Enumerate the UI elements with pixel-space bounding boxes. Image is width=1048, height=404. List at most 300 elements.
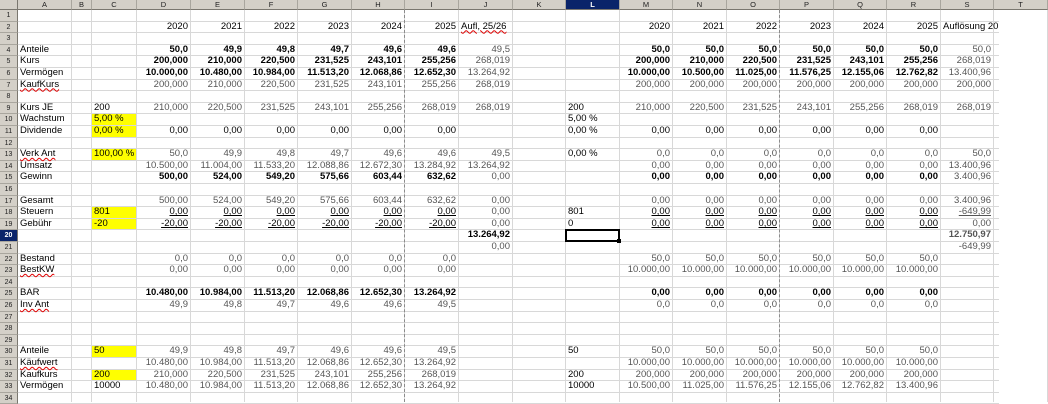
cell-n6[interactable]: 10.500,00 xyxy=(681,67,724,78)
cell-r30[interactable]: 50,0 xyxy=(919,345,938,357)
column-header-b[interactable]: B xyxy=(72,0,92,10)
cell-c9[interactable]: 200 xyxy=(94,101,110,113)
cell-o31[interactable]: 10.000,00 xyxy=(734,357,777,368)
cell-m6[interactable]: 10.000,00 xyxy=(627,67,670,78)
cell-i4[interactable]: 49,6 xyxy=(437,43,456,55)
cell-p30[interactable]: 50,0 xyxy=(812,345,831,357)
cell-n26[interactable]: 0,0 xyxy=(710,299,724,310)
cell-r6[interactable]: 12.762,82 xyxy=(895,67,938,78)
cell-g2[interactable]: 2023 xyxy=(327,20,349,32)
cell-q19[interactable]: 0,00 xyxy=(865,217,884,229)
cell-e23[interactable]: 0,00 xyxy=(223,264,242,276)
cell-i30[interactable]: 49,5 xyxy=(437,345,456,357)
cell-n17[interactable]: 0,00 xyxy=(705,194,724,206)
cell-d7[interactable]: 200,000 xyxy=(153,78,188,90)
cell-s20[interactable]: 12.750,97 xyxy=(948,229,991,241)
row-header-11[interactable]: 11 xyxy=(0,126,18,138)
cell-f22[interactable]: 0,0 xyxy=(281,252,295,264)
cell-r4[interactable]: 50,0 xyxy=(919,43,938,55)
cell-o7[interactable]: 200,000 xyxy=(742,78,777,90)
cell-f14[interactable]: 11.533,20 xyxy=(253,159,295,171)
cell-p17[interactable]: 0,00 xyxy=(812,194,831,206)
row-header-2[interactable]: 2 xyxy=(0,22,18,34)
cell-r13[interactable]: 0,0 xyxy=(924,148,938,160)
cell-r26[interactable]: 0,0 xyxy=(924,299,938,310)
cell-q30[interactable]: 50,0 xyxy=(865,345,884,357)
cell-s18[interactable]: -649,99 xyxy=(958,206,991,218)
cell-s9[interactable]: 268,019 xyxy=(956,101,991,113)
cell-i14[interactable]: 13.284,92 xyxy=(413,159,456,171)
cell-p4[interactable]: 50,0 xyxy=(812,43,831,55)
cell-a17[interactable]: Gesamt xyxy=(20,194,54,206)
cell-m32[interactable]: 200,000 xyxy=(635,368,670,380)
cell-f15[interactable]: 549,20 xyxy=(265,171,295,183)
cell-o6[interactable]: 11.025,00 xyxy=(735,67,777,78)
cell-d32[interactable]: 210,000 xyxy=(153,368,188,380)
cell-d26[interactable]: 49,9 xyxy=(169,299,188,310)
cell-p32[interactable]: 200,000 xyxy=(796,368,831,380)
cell-h9[interactable]: 255,256 xyxy=(367,101,402,113)
cell-i13[interactable]: 49,6 xyxy=(437,148,456,160)
cell-c10[interactable]: 5,00 % xyxy=(92,114,136,125)
cell-h14[interactable]: 12.672,30 xyxy=(359,159,402,171)
cell-f18[interactable]: 0,00 xyxy=(276,206,295,218)
cell-p5[interactable]: 231,525 xyxy=(796,55,831,67)
cell-o4[interactable]: 50,0 xyxy=(758,43,777,55)
cell-o9[interactable]: 231,525 xyxy=(742,101,777,113)
row-header-25[interactable]: 25 xyxy=(0,288,18,300)
cell-g19[interactable]: -20,00 xyxy=(322,217,349,229)
cell-h30[interactable]: 49,6 xyxy=(383,345,402,357)
cell-g13[interactable]: 49,7 xyxy=(330,148,349,160)
cell-r22[interactable]: 50,0 xyxy=(919,252,938,264)
row-header-15[interactable]: 15 xyxy=(0,172,18,184)
cell-e6[interactable]: 10.480,00 xyxy=(199,67,242,78)
row-header-1[interactable]: 1 xyxy=(0,10,18,22)
cell-q2[interactable]: 2024 xyxy=(862,20,884,32)
cell-j6[interactable]: 13.264,92 xyxy=(467,67,510,78)
cell-h19[interactable]: -20,00 xyxy=(375,217,402,229)
cell-p13[interactable]: 0,0 xyxy=(817,148,831,160)
cell-r5[interactable]: 255,256 xyxy=(903,55,938,67)
cell-c30[interactable]: 50 xyxy=(92,346,136,357)
cell-q9[interactable]: 255,256 xyxy=(849,101,884,113)
cell-r19[interactable]: 0,00 xyxy=(919,217,938,229)
cell-d11[interactable]: 0,00 xyxy=(169,125,188,136)
cell-h22[interactable]: 0,0 xyxy=(388,252,402,264)
cell-q26[interactable]: 0,0 xyxy=(870,299,884,310)
cell-j15[interactable]: 0,00 xyxy=(491,171,510,183)
cell-h32[interactable]: 255,256 xyxy=(367,368,402,380)
column-header-d[interactable]: D xyxy=(137,0,191,10)
cell-m22[interactable]: 50,0 xyxy=(651,252,670,264)
cell-m33[interactable]: 10.500,00 xyxy=(627,380,670,392)
cell-f19[interactable]: -20,00 xyxy=(268,217,295,229)
cell-p31[interactable]: 10.000,00 xyxy=(788,357,831,368)
cell-g33[interactable]: 12.068,86 xyxy=(306,380,349,392)
cell-i15[interactable]: 632,62 xyxy=(426,171,456,183)
cell-d5[interactable]: 200,000 xyxy=(153,55,188,67)
cell-m14[interactable]: 0,00 xyxy=(651,159,670,171)
cell-r2[interactable]: 2025 xyxy=(916,20,938,32)
cell-q11[interactable]: 0,00 xyxy=(865,125,884,136)
cell-g11[interactable]: 0,00 xyxy=(330,125,349,136)
cell-f5[interactable]: 220,500 xyxy=(260,55,295,67)
cell-m17[interactable]: 0,00 xyxy=(651,194,670,206)
cell-c32[interactable]: 200 xyxy=(92,370,136,381)
cell-p9[interactable]: 243,101 xyxy=(796,101,831,113)
cell-j5[interactable]: 268,019 xyxy=(475,55,510,67)
cell-r14[interactable]: 0,00 xyxy=(919,159,938,171)
cell-h2[interactable]: 2024 xyxy=(380,20,402,32)
cell-p25[interactable]: 0,00 xyxy=(812,287,831,299)
cell-a4[interactable]: Anteile xyxy=(20,43,50,55)
cell-h4[interactable]: 49,6 xyxy=(383,43,402,55)
cell-q7[interactable]: 200,000 xyxy=(849,78,884,90)
cell-n33[interactable]: 11.025,00 xyxy=(682,380,724,392)
cell-s19[interactable]: 0,00 xyxy=(972,217,991,229)
cell-o14[interactable]: 0,00 xyxy=(758,159,777,171)
cell-r31[interactable]: 10.000,00 xyxy=(895,357,938,368)
column-header-t[interactable]: T xyxy=(994,0,1048,10)
cell-e7[interactable]: 210,000 xyxy=(207,78,242,90)
cell-n15[interactable]: 0,00 xyxy=(705,171,724,183)
cell-n23[interactable]: 10.000,00 xyxy=(681,264,724,276)
cell-i26[interactable]: 49,5 xyxy=(437,299,456,310)
cell-r25[interactable]: 0,00 xyxy=(919,287,938,299)
cell-r18[interactable]: 0,00 xyxy=(919,206,938,218)
cell-i25[interactable]: 13.264,92 xyxy=(413,287,456,299)
cell-r17[interactable]: 0,00 xyxy=(919,194,938,206)
cell-h18[interactable]: 0,00 xyxy=(383,206,402,218)
cell-e18[interactable]: 0,00 xyxy=(223,206,242,218)
cell-a22[interactable]: Bestand xyxy=(20,252,55,264)
cell-m5[interactable]: 200,000 xyxy=(635,55,670,67)
cell-d17[interactable]: 500,00 xyxy=(158,194,188,206)
cell-m18[interactable]: 0,00 xyxy=(651,206,670,218)
column-header-l[interactable]: L xyxy=(566,0,620,10)
cell-j13[interactable]: 49,5 xyxy=(491,148,510,160)
row-header-23[interactable]: 23 xyxy=(0,265,18,277)
cell-n2[interactable]: 2021 xyxy=(702,20,724,32)
cell-s7[interactable]: 200,000 xyxy=(956,78,991,90)
cell-h13[interactable]: 49,6 xyxy=(383,148,402,160)
cell-o32[interactable]: 200,000 xyxy=(742,368,777,380)
cell-e30[interactable]: 49,8 xyxy=(223,345,242,357)
cell-c19[interactable]: -20 xyxy=(92,219,136,230)
cell-a31[interactable]: Käufwert xyxy=(20,357,58,368)
cell-e26[interactable]: 49,8 xyxy=(223,299,242,310)
cell-g17[interactable]: 575,66 xyxy=(319,194,349,206)
cell-o15[interactable]: 0,00 xyxy=(758,171,777,183)
cell-d33[interactable]: 10.480,00 xyxy=(145,380,188,392)
cell-h6[interactable]: 12.068,86 xyxy=(359,67,402,78)
cell-i31[interactable]: 13.264,92 xyxy=(413,357,456,368)
cell-e17[interactable]: 524,00 xyxy=(212,194,242,206)
cell-p7[interactable]: 200,000 xyxy=(796,78,831,90)
column-header-h[interactable]: H xyxy=(352,0,405,10)
row-header-26[interactable]: 26 xyxy=(0,300,18,312)
cell-g4[interactable]: 49,7 xyxy=(330,43,349,55)
cell-e13[interactable]: 49,9 xyxy=(223,148,242,160)
cell-r15[interactable]: 0,00 xyxy=(919,171,938,183)
cell-i9[interactable]: 268,019 xyxy=(421,101,456,113)
cell-o23[interactable]: 10.000,00 xyxy=(734,264,777,276)
cell-n13[interactable]: 0,0 xyxy=(710,148,724,160)
cell-q15[interactable]: 0,00 xyxy=(865,171,884,183)
cell-h17[interactable]: 603,44 xyxy=(372,194,402,206)
cell-l10[interactable]: 5,00 % xyxy=(568,113,598,125)
row-header-34[interactable]: 34 xyxy=(0,393,18,404)
column-header-q[interactable]: Q xyxy=(834,0,887,10)
cell-e11[interactable]: 0,00 xyxy=(223,125,242,136)
cell-r33[interactable]: 13.400,96 xyxy=(895,380,938,392)
column-header-j[interactable]: J xyxy=(459,0,513,10)
cell-m9[interactable]: 210,000 xyxy=(635,101,670,113)
cell-o25[interactable]: 0,00 xyxy=(758,287,777,299)
cell-m31[interactable]: 10.000,00 xyxy=(627,357,670,368)
cell-g22[interactable]: 0,0 xyxy=(335,252,349,264)
cell-f23[interactable]: 0,00 xyxy=(276,264,295,276)
cell-a13[interactable]: Verk Ant xyxy=(20,148,56,160)
cell-l30[interactable]: 50 xyxy=(568,345,579,357)
cell-i18[interactable]: 0,00 xyxy=(437,206,456,218)
row-header-28[interactable]: 28 xyxy=(0,323,18,335)
cell-e19[interactable]: -20,00 xyxy=(215,217,242,229)
cell-a10[interactable]: Wachstum xyxy=(20,113,65,125)
row-header-33[interactable]: 33 xyxy=(0,381,18,393)
cell-d18[interactable]: 0,00 xyxy=(169,206,188,218)
cell-g30[interactable]: 49,6 xyxy=(330,345,349,357)
cell-r23[interactable]: 10.000,00 xyxy=(895,264,938,276)
cell-a11[interactable]: Dividende xyxy=(20,125,63,136)
cell-p15[interactable]: 0,00 xyxy=(812,171,831,183)
cell-d15[interactable]: 500,00 xyxy=(158,171,188,183)
cell-i5[interactable]: 255,256 xyxy=(421,55,456,67)
cell-e9[interactable]: 220,500 xyxy=(207,101,242,113)
cell-q18[interactable]: 0,00 xyxy=(865,206,884,218)
cell-r9[interactable]: 268,019 xyxy=(903,101,938,113)
cell-a18[interactable]: Steuern xyxy=(20,206,54,218)
cell-p18[interactable]: 0,00 xyxy=(812,206,831,218)
cell-c33[interactable]: 10000 xyxy=(94,380,121,392)
cell-q33[interactable]: 12.762,82 xyxy=(841,380,884,392)
cell-p23[interactable]: 10.000,00 xyxy=(788,264,831,276)
cell-f11[interactable]: 0,00 xyxy=(276,125,295,136)
cell-j9[interactable]: 268,019 xyxy=(475,101,510,113)
cell-f9[interactable]: 231,525 xyxy=(260,101,295,113)
row-header-24[interactable]: 24 xyxy=(0,277,18,289)
cell-s5[interactable]: 268,019 xyxy=(956,55,991,67)
cell-n11[interactable]: 0,00 xyxy=(705,125,724,136)
cell-l18[interactable]: 801 xyxy=(568,206,584,218)
column-header-p[interactable]: P xyxy=(780,0,834,10)
cell-q14[interactable]: 0,00 xyxy=(865,159,884,171)
cell-n7[interactable]: 200,000 xyxy=(689,78,724,90)
cell-n30[interactable]: 50,0 xyxy=(705,345,724,357)
cell-p11[interactable]: 0,00 xyxy=(812,125,831,136)
column-header-c[interactable]: C xyxy=(92,0,137,10)
cell-o18[interactable]: 0,00 xyxy=(758,206,777,218)
cell-j20[interactable]: 13.264,92 xyxy=(467,229,510,241)
cell-d2[interactable]: 2020 xyxy=(166,20,188,32)
cell-o11[interactable]: 0,00 xyxy=(758,125,777,136)
cell-a32[interactable]: Kaufkurs xyxy=(20,368,58,380)
row-header-4[interactable]: 4 xyxy=(0,45,18,57)
cell-l32[interactable]: 200 xyxy=(568,368,584,380)
cell-a14[interactable]: Umsatz xyxy=(20,159,53,171)
cell-g5[interactable]: 231,525 xyxy=(314,55,349,67)
cell-c11[interactable]: 0,00 % xyxy=(92,126,136,137)
cell-o5[interactable]: 220,500 xyxy=(742,55,777,67)
cell-e4[interactable]: 49,9 xyxy=(223,43,242,55)
cell-a6[interactable]: Vermögen xyxy=(20,67,64,78)
cell-p14[interactable]: 0,00 xyxy=(812,159,831,171)
row-header-7[interactable]: 7 xyxy=(0,80,18,92)
cell-q4[interactable]: 50,0 xyxy=(865,43,884,55)
cell-m26[interactable]: 0,0 xyxy=(656,299,670,310)
cell-h7[interactable]: 243,101 xyxy=(367,78,402,90)
cell-d14[interactable]: 10.500,00 xyxy=(145,159,188,171)
cell-m19[interactable]: 0,00 xyxy=(651,217,670,229)
row-header-12[interactable]: 12 xyxy=(0,138,18,150)
column-header-o[interactable]: O xyxy=(727,0,780,10)
cell-j2[interactable]: Aufl, 25/26 xyxy=(461,20,507,32)
cell-g14[interactable]: 12.088,86 xyxy=(306,159,349,171)
cell-o33[interactable]: 11.576,25 xyxy=(735,380,777,392)
cell-f33[interactable]: 11.513,20 xyxy=(253,380,295,392)
row-header-20[interactable]: 20 xyxy=(0,230,18,242)
cell-m11[interactable]: 0,00 xyxy=(651,125,670,136)
cell-d9[interactable]: 210,000 xyxy=(153,101,188,113)
cell-j7[interactable]: 268,019 xyxy=(475,78,510,90)
row-header-14[interactable]: 14 xyxy=(0,161,18,173)
select-all-corner[interactable] xyxy=(0,0,18,10)
cell-l33[interactable]: 10000 xyxy=(568,380,595,392)
column-header-k[interactable]: K xyxy=(513,0,566,10)
cell-g23[interactable]: 0,00 xyxy=(330,264,349,276)
column-header-r[interactable]: R xyxy=(887,0,941,10)
cell-s2[interactable]: Auflösung 20 xyxy=(943,20,999,32)
cell-d4[interactable]: 50,0 xyxy=(169,43,188,55)
cell-p6[interactable]: 11.576,25 xyxy=(789,67,831,78)
cell-o30[interactable]: 50,0 xyxy=(758,345,777,357)
cell-q31[interactable]: 10.000,00 xyxy=(841,357,884,368)
cell-a23[interactable]: BestKW xyxy=(20,264,55,276)
cell-q32[interactable]: 200,000 xyxy=(849,368,884,380)
cell-e2[interactable]: 2021 xyxy=(220,20,242,32)
row-header-27[interactable]: 27 xyxy=(0,312,18,324)
cell-f17[interactable]: 549,20 xyxy=(265,194,295,206)
cell-s15[interactable]: 3.400,96 xyxy=(954,171,991,183)
cell-l19[interactable]: 0 xyxy=(568,217,574,229)
row-header-9[interactable]: 9 xyxy=(0,103,18,115)
cell-n9[interactable]: 220,500 xyxy=(689,101,724,113)
row-header-3[interactable]: 3 xyxy=(0,33,18,45)
row-header-29[interactable]: 29 xyxy=(0,335,18,347)
fill-handle[interactable] xyxy=(617,239,621,243)
cell-p19[interactable]: 0,00 xyxy=(812,217,831,229)
row-header-10[interactable]: 10 xyxy=(0,114,18,126)
cell-m4[interactable]: 50,0 xyxy=(651,43,670,55)
cell-q25[interactable]: 0,00 xyxy=(865,287,884,299)
cell-i2[interactable]: 2025 xyxy=(434,20,456,32)
cell-i6[interactable]: 12.652,30 xyxy=(413,67,456,78)
cell-q22[interactable]: 50,0 xyxy=(865,252,884,264)
cell-h23[interactable]: 0,00 xyxy=(383,264,402,276)
cell-m25[interactable]: 0,00 xyxy=(651,287,670,299)
cell-m7[interactable]: 200,000 xyxy=(635,78,670,90)
cell-n5[interactable]: 210,000 xyxy=(689,55,724,67)
cell-o17[interactable]: 0,00 xyxy=(758,194,777,206)
cell-j21[interactable]: 0,00 xyxy=(491,241,510,252)
cell-o2[interactable]: 2022 xyxy=(755,20,777,32)
cell-s4[interactable]: 50,0 xyxy=(972,43,991,55)
cell-h33[interactable]: 12.652,30 xyxy=(359,380,402,392)
column-header-e[interactable]: E xyxy=(191,0,245,10)
cell-q5[interactable]: 243,101 xyxy=(849,55,884,67)
cell-f25[interactable]: 11.513,20 xyxy=(253,287,295,299)
cell-j14[interactable]: 13.264,92 xyxy=(467,159,510,171)
row-header-19[interactable]: 19 xyxy=(0,219,18,231)
column-header-i[interactable]: I xyxy=(405,0,459,10)
cell-q13[interactable]: 0,0 xyxy=(870,148,884,160)
column-header-f[interactable]: F xyxy=(245,0,298,10)
cell-m30[interactable]: 50,0 xyxy=(651,345,670,357)
cell-a26[interactable]: Inv Ant xyxy=(20,299,50,310)
cell-l11[interactable]: 0,00 % xyxy=(568,125,598,136)
cell-c13[interactable]: 100,00 % xyxy=(94,148,135,160)
cell-f13[interactable]: 49,8 xyxy=(276,148,295,160)
column-header-m[interactable]: M xyxy=(620,0,673,10)
cell-p33[interactable]: 12.155,06 xyxy=(788,380,831,392)
cell-h11[interactable]: 0,00 xyxy=(383,125,402,136)
cell-m15[interactable]: 0,00 xyxy=(651,171,670,183)
cell-s17[interactable]: 3.400,96 xyxy=(954,194,991,206)
cell-e25[interactable]: 10.984,00 xyxy=(199,287,242,299)
row-header-31[interactable]: 31 xyxy=(0,358,18,370)
cell-p2[interactable]: 2023 xyxy=(809,20,831,32)
cell-q17[interactable]: 0,00 xyxy=(865,194,884,206)
row-header-16[interactable]: 16 xyxy=(0,184,18,196)
cell-g6[interactable]: 11.513,20 xyxy=(307,67,349,78)
cell-e14[interactable]: 11.004,00 xyxy=(200,159,242,171)
cell-m13[interactable]: 0,0 xyxy=(656,148,670,160)
cell-d23[interactable]: 0,00 xyxy=(169,264,188,276)
cell-d22[interactable]: 0,0 xyxy=(174,252,188,264)
row-header-30[interactable]: 30 xyxy=(0,346,18,358)
cell-h31[interactable]: 12.652,30 xyxy=(359,357,402,368)
cell-e22[interactable]: 0,0 xyxy=(228,252,242,264)
column-header-a[interactable]: A xyxy=(18,0,72,10)
cell-l13[interactable]: 0,00 % xyxy=(568,148,598,160)
cell-i7[interactable]: 255,256 xyxy=(421,78,456,90)
cell-h25[interactable]: 12.652,30 xyxy=(359,287,402,299)
cell-g32[interactable]: 243,101 xyxy=(314,368,349,380)
cell-a33[interactable]: Vermögen xyxy=(20,380,64,392)
cell-c18[interactable]: 801 xyxy=(92,207,136,218)
cell-o26[interactable]: 0,0 xyxy=(763,299,777,310)
column-header-n[interactable]: N xyxy=(673,0,727,10)
cell-a7[interactable]: KaufKurs xyxy=(20,78,60,90)
cell-i22[interactable]: 0,0 xyxy=(442,252,456,264)
cell-j4[interactable]: 49,5 xyxy=(491,43,510,55)
cell-a25[interactable]: BAR xyxy=(20,287,40,299)
cell-f2[interactable]: 2022 xyxy=(273,20,295,32)
cell-d30[interactable]: 49,9 xyxy=(169,345,188,357)
cell-s14[interactable]: 13.400,96 xyxy=(948,159,991,171)
cell-l9[interactable]: 200 xyxy=(568,101,584,113)
